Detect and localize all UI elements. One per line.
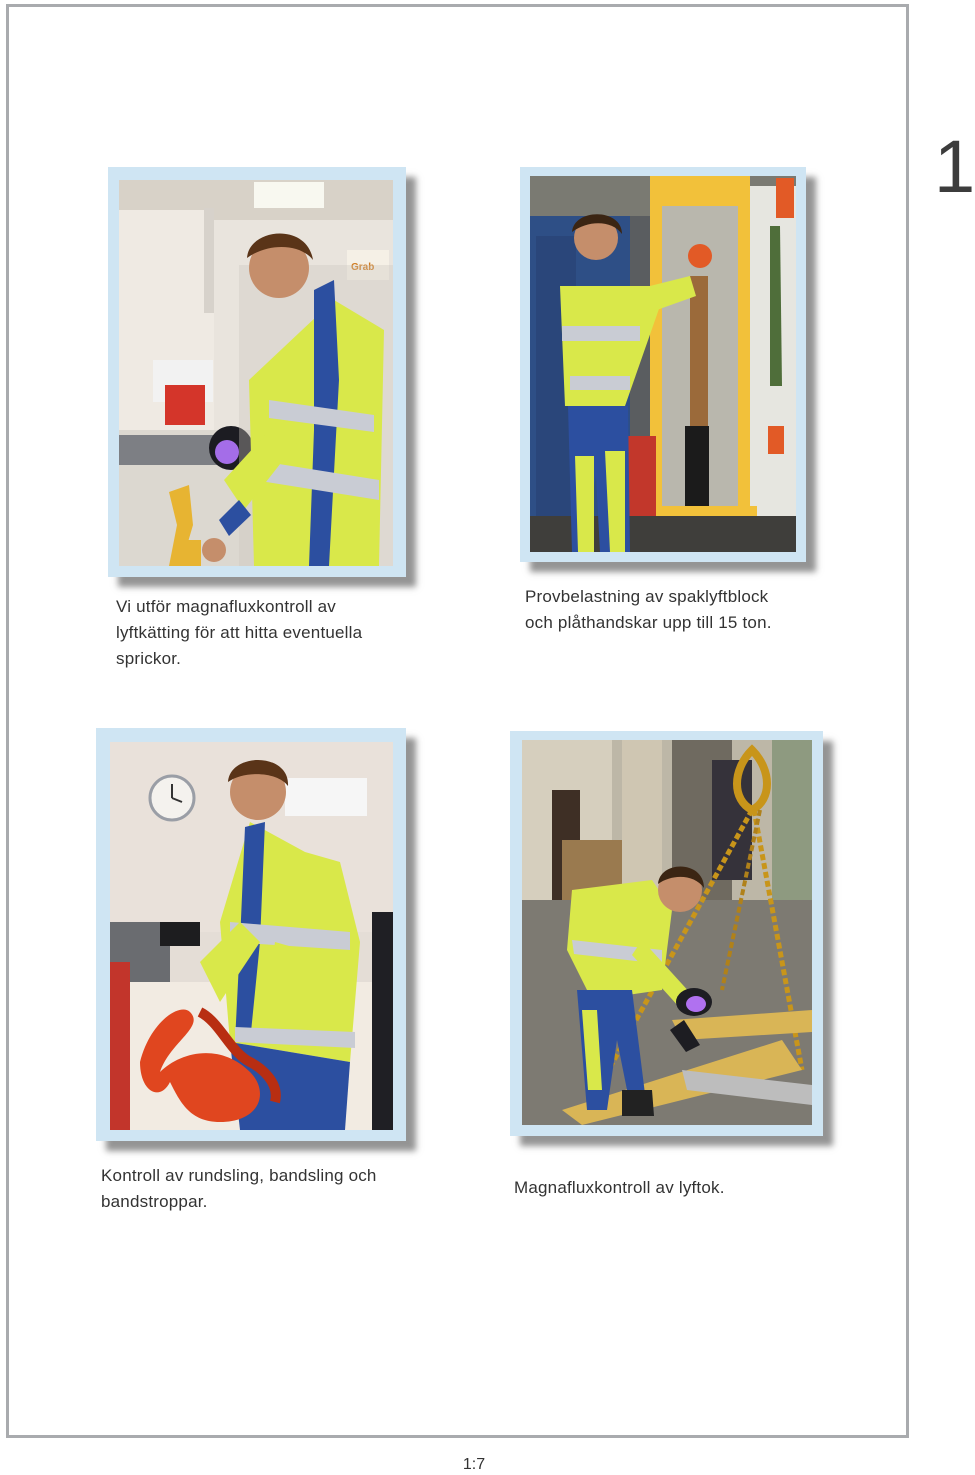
caption-line: Provbelastning av spaklyftblock: [525, 587, 769, 606]
svg-text:Grab: Grab: [351, 262, 375, 273]
photo-magnaflux-chain: [119, 180, 393, 566]
photo-image: [110, 742, 393, 1130]
photo-frame-lifting-beam: [510, 731, 823, 1136]
caption-line: Vi utför magnafluxkontroll av: [116, 597, 336, 616]
photo-frame-round-sling: [96, 728, 406, 1141]
caption-lifting-beam: [514, 1175, 834, 1201]
photo-image: [530, 176, 796, 552]
caption-magnaflux-chain: [116, 594, 406, 672]
chapter-number: 1: [934, 125, 975, 208]
caption-line: bandstroppar.: [101, 1192, 208, 1211]
page-border-bottom: [6, 1435, 909, 1438]
photo-image: [119, 180, 393, 566]
page-border-right: [906, 4, 909, 1438]
caption-line: sprickor.: [116, 649, 182, 668]
photo-round-sling: [110, 742, 393, 1130]
caption-line: och plåthandskar upp till 15 ton.: [525, 613, 772, 632]
photo-test-loading: [530, 176, 796, 552]
photo-lifting-beam: [522, 740, 812, 1125]
caption-round-sling: [101, 1163, 421, 1215]
caption-line: Magnafluxkontroll av lyftok.: [514, 1178, 725, 1197]
page-number: 1:7: [462, 1456, 486, 1473]
caption-line: lyftkätting för att hitta eventuella: [116, 623, 363, 642]
photo-frame-magnaflux-chain: [108, 167, 406, 577]
photo-image: [522, 740, 812, 1125]
photo-frame-test-loading: [520, 167, 806, 562]
caption-line: Kontroll av rundsling, bandsling och: [101, 1166, 377, 1185]
caption-test-loading: [525, 584, 825, 636]
